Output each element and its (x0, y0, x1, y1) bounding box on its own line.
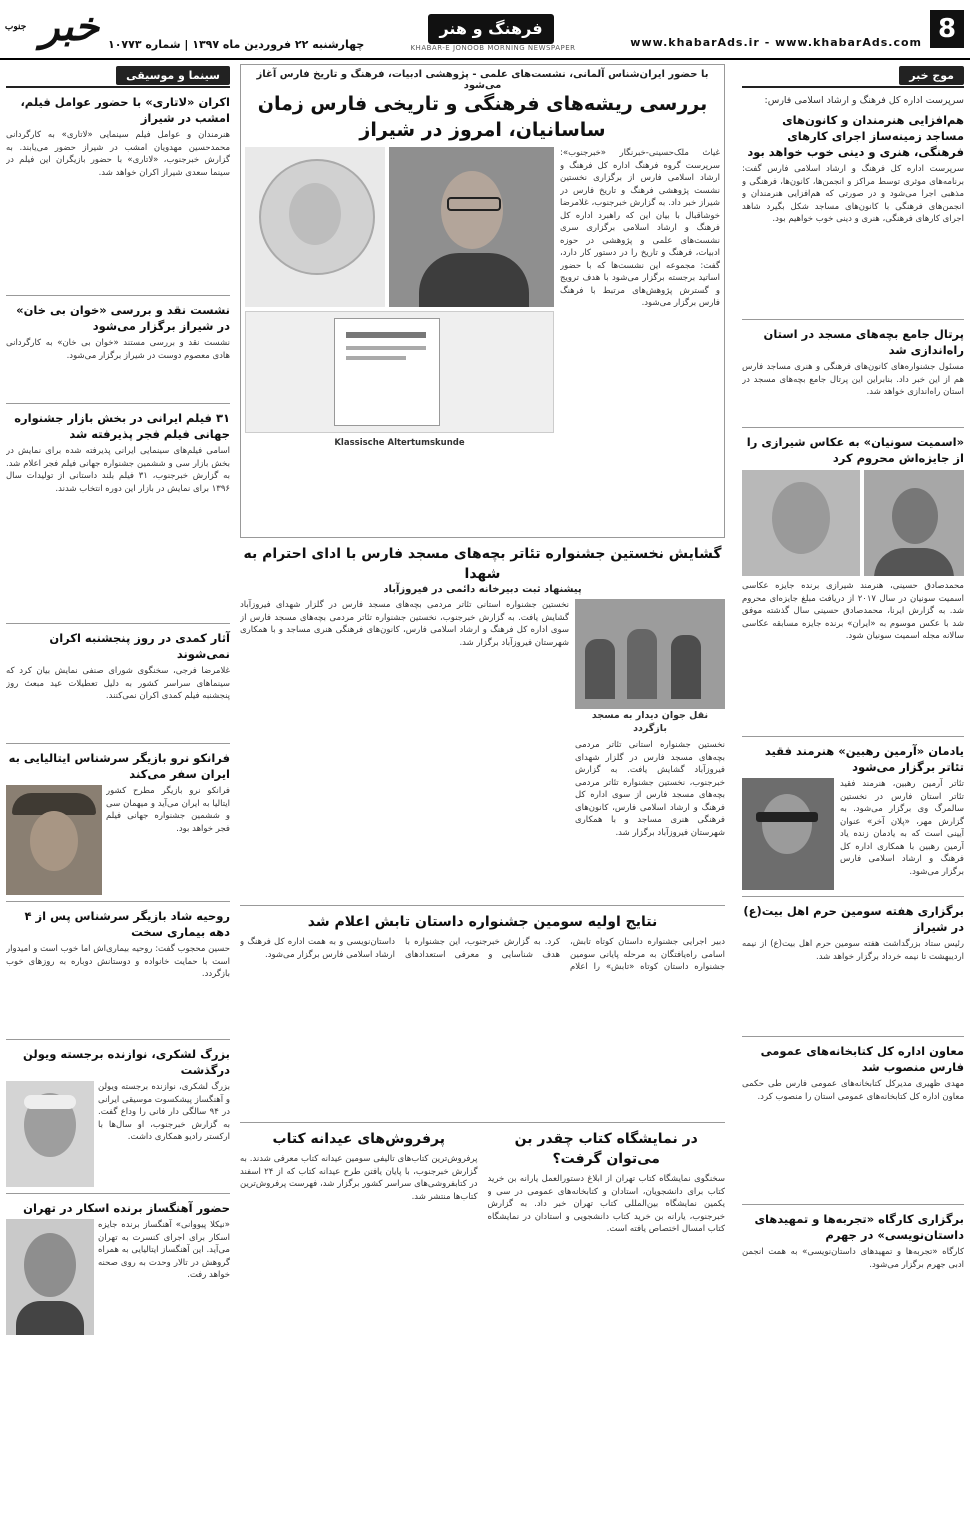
cinema-headline[interactable]: فرانکو نرو بازیگر سرشناس ایتالیایی به ایران سفر می‌کند (8, 751, 230, 781)
cinema-headline[interactable]: روحیه شاد بازیگر سرشناس پس از ۴ دهه بیماری سخت (24, 909, 230, 939)
cinema-headline[interactable]: بزرگ لشکری، نوازنده برجسته ویولن درگذشت (23, 1047, 230, 1077)
story-headline[interactable]: نتایج اولیه سومین جشنواره داستان تابش اعلام شد (307, 914, 658, 930)
site-url[interactable]: www.khabarAds.ir - www.khabarAds.com (630, 36, 922, 49)
cinema-headline[interactable]: نشست نقد و بررسی «خوان بی خان» در شیراز برگزار می‌شود (16, 303, 230, 333)
theatre-photo-caption: نقل جوان دیدار به مسجد بازگردد (591, 710, 709, 734)
coin-photo (245, 147, 385, 307)
bestsellers-story (240, 1129, 478, 1533)
bestsellers-headline[interactable]: پرفروش‌های عیدانه کتاب (272, 1131, 445, 1147)
news-photo (864, 470, 964, 576)
composer-photo (6, 1219, 94, 1335)
newspaper-logo (4, 4, 100, 50)
cinema-item (6, 302, 230, 397)
issue-date-line: چهارشنبه ۲۲ فروردین ماه ۱۳۹۷ | شماره ۱۰۷۷۳ (108, 38, 365, 51)
theatre-body: نخستین جشنواره استانی تئاتر مردمی بچه‌های مسجد فارس در گلزار شهدای فیروزآباد گشایش یافت. به گزارش خبرجنوب، نخستین جشنواره تئاتر مردمی بچه‌های مسجد فارس از سوی اداره کل فرهنگ و ارشاد اسلامی فارس، کانون‌های فرهنگی هنری مساجد و با همکاری شهرستان فیروزآباد برگزار شد. (240, 600, 569, 648)
news-headline[interactable]: «اسمیت سونیان» به عکاس شیرازی را از جایزه‌اش محروم کرد (746, 435, 964, 465)
section-title: فرهنگ و هنر (428, 14, 554, 44)
portrait-photo (389, 147, 554, 307)
theatre-subhead: پیشنهاد ثبت دبیرخانه دائمی در فیروزآباد (383, 584, 582, 595)
cinema-music-tag: سینما و موسیقی (116, 66, 230, 85)
news-item (742, 434, 964, 730)
lead-body: غیاث ملک‌حسینی-خبرنگار «خبرجنوب»: سرپرست گروه فرهنگ اداره کل فرهنگ و ارشاد اسلامی فارس از برگزاری نخستین نشست پژوهشی فرهنگ و تاریخ فارس در شیراز خبر داد. به گزارش خبرجنوب، غلامرضا خوشاقبال با بیان این که راهبرد اداره کل فرهنگ و ارشاد اسلامی برگزاری سری نشست‌های علمی و پژوهشی در حوزه ادبیات، فرهنگ و تاریخ را در دستور کار دارد، گفت: مجموعه این نشست‌ها که با حضور اساتید برجسته برگزار می‌شود با هدف ترویج و گسترش پژوهش‌های مرتبط با فرهنگ فارس برگزار می‌شود. (560, 148, 720, 308)
bottom-stories (240, 1129, 725, 1533)
cinema-headline[interactable]: ۳۱ فیلم ایرانی در بخش بازار جشنواره جهانی فیلم فجر پذیرفته شد (14, 411, 230, 441)
story-festival (240, 912, 725, 1116)
news-item (742, 94, 964, 313)
page-number: 8 (930, 10, 964, 48)
news-photo (742, 778, 834, 890)
cinema-item (6, 908, 230, 1033)
news-body: محمدصادق حسینی، هنرمند شیرازی برنده جایزه عکاسی اسمیت سونیان در سال ۲۰۱۷ از دریافت مبلغ جایزه‌ای محروم شد. به گزارش ایرنا، محمدصادق حسینی سال گذشته موفق شد با عکس موسوم به «ایران» برنده جایزه مسابقه عکاسی سالانه مجله اسمیت سونیان شود. (742, 581, 964, 641)
bestsellers-body: پرفروش‌ترین کتاب‌های تالیفی سومین عیدانه کتاب معرفی شدند. به گزارش خبرجنوب، با پایان یافتن طرح عیدانه کتاب که از ۲۴ اسفند در کتابفروشی‌های سراسر کشور برگزار شد، فهرست پرفروش‌ترین کتاب‌ها منتشر شد. (240, 1154, 478, 1202)
cinema-body: «نیکلا پیووانی» آهنگساز برنده جایزه اسکار برای اجرای کنسرت به تهران می‌آید. این آهنگساز ایتالیایی به همراه گروهش در تالار وحدت به روی صحنه خواهد رفت. (98, 1220, 230, 1280)
actor-photo (6, 785, 102, 895)
news-body: مهدی ظهیری مدیرکل کتابخانه‌های عمومی فارس طی حکمی معاون اداره کل کتابخانه‌های عمومی استان را منصوب کرد. (742, 1079, 964, 1102)
news-item (742, 1211, 964, 1342)
news-item (742, 743, 964, 890)
musician-photo (6, 1081, 94, 1187)
cinema-item (6, 1200, 230, 1335)
news-wave-tag: موج خبر (899, 66, 964, 85)
news-item (742, 326, 964, 421)
news-headline[interactable]: برگزاری هفته سومین حرم اهل بیت(ع) در شیراز (743, 904, 964, 934)
book-cover-photo (245, 311, 554, 433)
news-body: مسئول جشنواره‌های کانون‌های فرهنگی و هنری مساجد فارس هم از این خبر داد. بنابراین این پرتال جامع بچه‌های مسجد در استان راه‌اندازی خواهد شد. (742, 362, 964, 397)
news-kicker: سرپرست اداره کل فرهنگ و ارشاد اسلامی فارس: (764, 95, 964, 106)
cinema-body: هنرمندان و عوامل فیلم سینمایی «لاتاری» به کارگردانی محمدحسین مهدویان امشب در شیراز حضور می‌یابند. به گزارش خبرجنوب، «لاتاری» با حضور بازیگران این فیلم در سینما سعدی شیراز اکران خواهد شد. (6, 130, 230, 178)
news-headline[interactable]: هم‌افزایی هنرمندان و کانون‌های مساجد زمینه‌ساز اجرای کارهای فرهنگی، هنری و دینی خوب خواهد بود (747, 113, 964, 159)
logo-subtext: جنوب (4, 22, 27, 32)
news-body: کارگاه «تجربه‌ها و تمهیدهای داستان‌نویسی» به همت انجمن ادبی جهرم برگزار می‌شود. (742, 1247, 964, 1270)
theatre-body-cont: نخستین جشنواره استانی تئاتر مردمی بچه‌های مسجد فارس در گلزار شهدای فیروزآباد گشایش یافت. به گزارش خبرجنوب، نخستین جشنواره تئاتر مردمی بچه‌های مسجد فارس از سوی اداره کل فرهنگ و ارشاد اسلامی فارس، کانون‌های فرهنگی هنری مساجد و با همکاری شهرستان فیروزآباد برگزار شد. (575, 740, 725, 838)
theatre-story (240, 544, 725, 899)
news-item (742, 903, 964, 1030)
lead-story (240, 64, 725, 538)
bookfair-story (488, 1129, 726, 1533)
cinema-body: حسین محجوب گفت: روحیه بیماری‌اش اما خوب است و امیدوار است با حمایت خانواده و دوستانش دوباره به روزهای خوب بازگردد. (6, 944, 230, 979)
news-headline[interactable]: یادمان «آرمین رهبین» هنرمند فقید تئاتر برگزار می‌شود (764, 744, 964, 774)
bookfair-headline[interactable]: در نمایشگاه کتاب چقدر بن می‌توان گرفت؟ (514, 1131, 698, 1167)
cinema-body: فرانکو نرو بازیگر مطرح کشور ایتالیا به ایران می‌آید و میهمان سی و ششمین جشنواره جهانی فیلم فجر خواهد بود. (106, 786, 230, 834)
cinema-headline[interactable]: اکران «لاتاری» با حضور عوامل فیلم، امشب در شیراز (20, 95, 230, 125)
news-photo (742, 470, 860, 576)
lead-headline[interactable]: بررسی ریشه‌های فرهنگی و تاریخی فارس زمان ساسانیان، امروز در شیراز (257, 93, 708, 141)
cinema-item (6, 410, 230, 617)
cinema-item (6, 630, 230, 737)
cinema-body: بزرگ لشکری، نوازنده برجسته ویولن و آهنگساز پیشکسوت موسیقی ایرانی در ۹۴ سالگی دار فانی را وداع گفت. به گزارش خبرجنوب، او سال‌ها با ارکستر رادیو همکاری داشت. (98, 1082, 230, 1142)
lead-photo-caption: Klassische Altertumskunde (334, 438, 465, 448)
cinema-item (6, 1046, 230, 1187)
news-body: سرپرست اداره کل فرهنگ و ارشاد اسلامی فارس گفت: برنامه‌های موثری توسط مراکز و انجمن‌ها، کانون‌ها، فرهنگی و مذهبی اجرا می‌شود و در صورتی که هم‌افزایی هنرمندان و انجمن‌های فرهنگی با کانون‌های مساجد شکل بگیرد شاهد اجرای کارهای فرهنگی، هنری و دینی خوب خواهیم بود. (742, 164, 964, 224)
cinema-body: غلامرضا فرجی، سخنگوی شورای صنفی نمایش بیان کرد که سینماهای سراسر کشور به دلیل تعطیلات عید مبعث روز پنجشنبه فیلم کمدی اکران نمی‌کنند. (6, 666, 230, 701)
cinema-body: اسامی فیلم‌های سینمایی ایرانی پذیرفته شده برای نمایش در بخش بازار سی و ششمین جشنواره جهانی فیلم فجر اعلام شد. به گزارش خبرجنوب، ۳۱ فیلم بلند داستانی از تولیدات سال ۱۳۹۶ برای نمایش در بازار این دوره انتخاب شدند. (6, 446, 230, 494)
bookfair-body: سخنگوی نمایشگاه کتاب تهران از ابلاغ دستورالعمل یارانه بن خرید کتاب برای دانشجویان، استادان و کتابخانه‌های عمومی در سی و یکمین نمایشگاه بین‌المللی کتاب تهران خبر داد. به گزارش خبرجنوب، یارانه بن خرید کتاب دانشجویی و استادان در نمایشگاه کتاب امسال اختصاص یافته است. (487, 1174, 725, 1234)
masthead (0, 0, 970, 60)
news-headline[interactable]: پرتال جامع بچه‌های مسجد در استان راه‌اندازی شد (763, 327, 964, 357)
news-body: رئیس ستاد بزرگداشت هفته سومین حرم اهل بیت(ع) از نیمه اردیبهشت تا نیمه خرداد برگزار خواهد شد. (742, 939, 964, 962)
left-column-cinema-music (6, 64, 230, 1335)
news-headline[interactable]: معاون اداره کل کتابخانه‌های عمومی فارس منصوب شد (760, 1044, 964, 1074)
cinema-body: نشست نقد و بررسی مستند «خوان بی خان» به کارگردانی هادی معصوم دوست در شیراز برگزار می‌شود. (6, 338, 230, 361)
cinema-headline[interactable]: آثار کمدی در روز پنجشنبه اکران نمی‌شوند (49, 631, 230, 661)
newspaper-english-name: KHABAR-E JONOOB MORNING NEWSPAPER (410, 44, 576, 52)
theatre-photo (575, 599, 725, 709)
theatre-headline[interactable]: گشایش نخستین جشنواره تئاتر بچه‌های مسجد فارس با ادای احترام به شهدا (243, 546, 722, 582)
cinema-item (6, 94, 230, 289)
news-body: تئاتر آرمین رهبین، هنرمند فقید تئاتر استان فارس در نخستین سالمرگ وی برگزار می‌شود. به گزارش مهر، «پلان آخر» عنوان آیینی است که به یادمان زنده یاد آرمین رهبین با همکاری اداره کل فرهنگ و ارشاد اسلامی فارس برگزار می‌شود. (840, 779, 964, 877)
news-headline[interactable]: برگزاری کارگاه «تجربه‌ها و تمهیدهای داستان‌نویسی» در جهرم (754, 1212, 964, 1242)
right-column-news (742, 64, 964, 1342)
cinema-item (6, 750, 230, 895)
news-item (742, 1043, 964, 1198)
story-body: دبیر اجرایی جشنواره داستان کوتاه تابش، اسامی راه‌یافتگان به مرحله پایانی سومین جشنواره داستان کوتاه «تابش» را اعلام کرد. به گزارش خبرجنوب، این جشنواره با هدف شناسایی و معرفی استعدادهای داستان‌نویسی و به همت اداره کل فرهنگ و ارشاد اسلامی فارس برگزار می‌شود. (240, 937, 725, 972)
logo-text: خبر (40, 3, 100, 50)
middle-column (240, 64, 725, 1533)
cinema-headline[interactable]: حضور آهنگساز برنده اسکار در تهران (23, 1201, 230, 1215)
lead-kicker: با حضور ایران‌شناس آلمانی، نشست‌های علمی - پژوهشی ادبیات، فرهنگ و تاریخ فارس آغاز می‌شود (256, 69, 709, 91)
